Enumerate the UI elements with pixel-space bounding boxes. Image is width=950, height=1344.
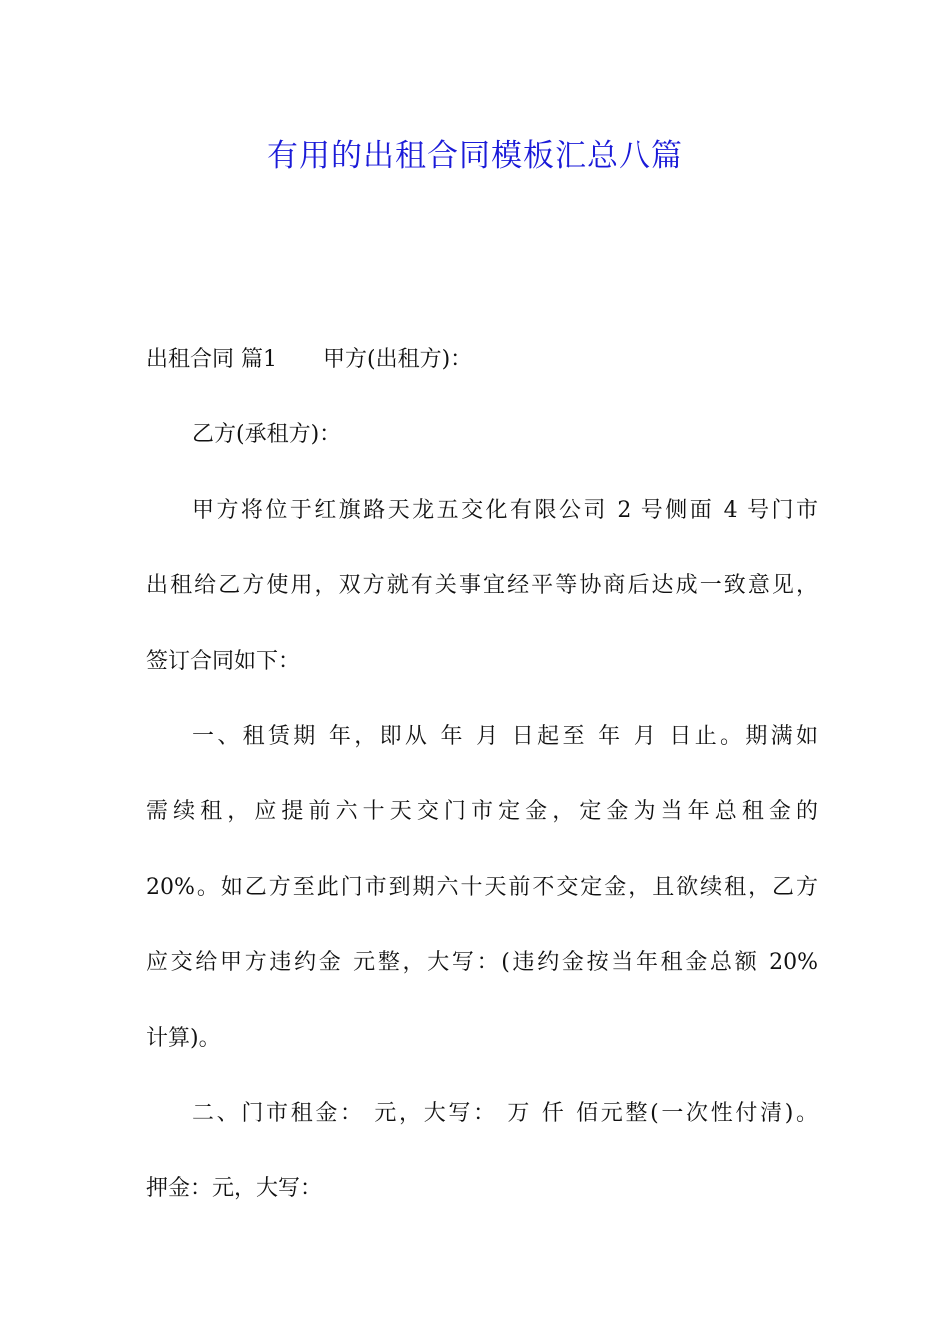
paragraph-line: 20%。如乙方至此门市到期六十天前不交定金，且欲续租，乙方 (146, 874, 818, 900)
paragraph-line: 出租给乙方使用，双方就有关事宜经平等协商后达成一致意见， (146, 573, 818, 599)
paragraph-line: 签订合同如下： (146, 648, 301, 674)
paragraph-line: 甲方将位于红旗路天龙五交化有限公司 2 号侧面 4 号门市 (192, 497, 818, 523)
paragraph-line: 需续租，应提前六十天交门市定金，定金为当年总租金的 (146, 799, 818, 825)
document-title: 有用的出租合同模板汇总八篇 (267, 138, 683, 174)
section-label: 出租合同 篇1 (146, 347, 277, 372)
party-a-label: 甲方(出租方)： (323, 347, 473, 372)
contract-heading-line (146, 337, 818, 382)
document-body (146, 337, 818, 1242)
paragraph-line: 计算)。 (146, 1025, 221, 1051)
paragraph-line: 押金：元，大写： (146, 1176, 323, 1202)
paragraph-line: 乙方(承租方)： (192, 422, 342, 448)
paragraph-line: 二、门市租金： 元，大写： 万 仟 佰元整(一次性付清)。 (192, 1100, 818, 1126)
paragraph-line: 应交给甲方违约金 元整，大写：(违约金按当年租金总额 20% (146, 950, 818, 976)
paragraph-line: 一、租赁期 年，即从 年 月 日起至 年 月 日止。期满如 (192, 723, 818, 749)
